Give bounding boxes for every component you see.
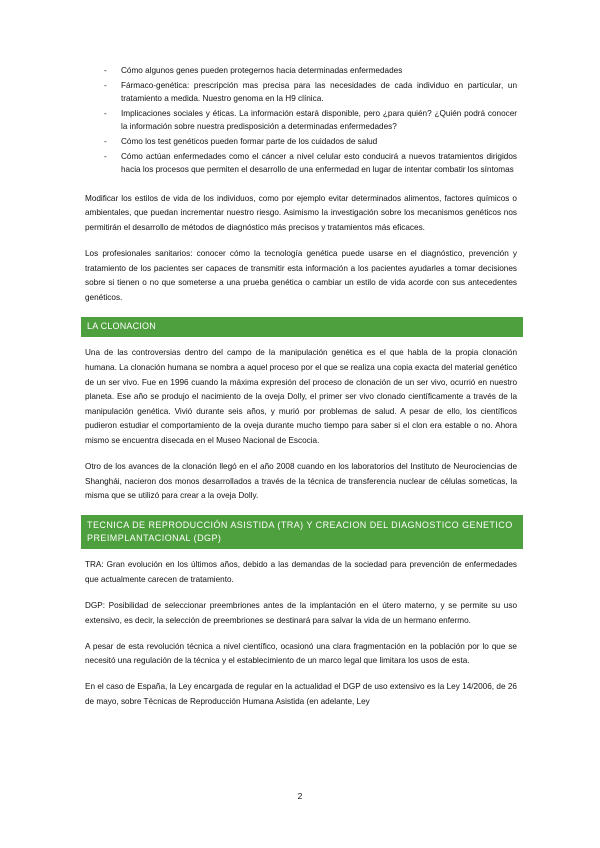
body-paragraph: Otro de los avances de la clonación llegó en el año 2008 cuando en los laboratorios del Instituto de Neurociencias de Shanghái, nacieron dos monos desarrollados a través de la técnica de transferencia nuclear de células someticas, la misma que se utilizó para crear a la oveja Dolly. <box>85 462 517 501</box>
list-item <box>85 107 517 134</box>
list-item <box>85 150 517 177</box>
body-paragraph: TRA: Gran evolución en los últimos años, debido a las demandas de la sociedad para prevención de enfermedades que actualmente carecen de tratamiento. <box>85 560 517 584</box>
intro-paragraph: Modificar los estilos de vida de los individuos, como por ejemplo evitar determinados alimentos, factores químicos o ambientales, que puedan incrementar nuestro riesgo. Asimismo la investigación sobre los mecanismos genéticos nos permitirán el desarrollo de métodos de diagnóstico más precisos y tratamientos más eficaces. <box>85 193 517 232</box>
bullet-dash: - <box>104 66 107 75</box>
bullet-text: Cómo actúan enfermedades como el cáncer a nivel celular esto conducirá a nuevos tratamientos dirigidos hacia los procesos que permiten el desarrollo de una enfermedad en lugar de intentar combatir los síntomas <box>121 151 517 175</box>
bullet-list <box>85 64 517 177</box>
page-number: 2 <box>297 791 303 801</box>
intro-paragraph: Los profesionales sanitarios: conocer cómo la tecnología genética puede usarse en el diagnóstico, prevención y tratamiento de los pacientes ser capaces de transmitir esta información a los pacientes ayudarles a tomar decisiones sobre si tienen o no que someterse a una prueba genética o cambiar un estilo de vida acorde con sus antecedentes genéticos. <box>85 249 517 302</box>
bullet-text: Cómo los test genéticos pueden formar parte de los cuidados de salud <box>121 137 378 147</box>
body-paragraph: A pesar de esta revolución técnica a nivel científico, ocasionó una clara fragmentación en la población por lo que se necesitó una regulación de la técnica y el establecimiento de un marco legal que limitara los usos de esta. <box>85 641 517 666</box>
bullet-text: Implicaciones sociales y éticas. La información estará disponible, pero ¿para quién? ¿Quién podrá conocer la información sobre nuestra predisposición a determinadas enfermedades? <box>121 108 517 132</box>
body-paragraph: En el caso de España, la Ley encargada de regular en la actualidad el DGP de uso extensivo es la Ley 14/2006, de 26 de mayo, sobre Técnicas de Reproducción Humana Asistida (en adelante, Ley <box>85 682 517 706</box>
bullet-dash: - <box>104 108 107 118</box>
document-page <box>85 64 517 721</box>
bullet-dash: - <box>104 80 107 90</box>
section-heading-clonacion: LA CLONACION <box>81 317 523 338</box>
body-paragraph: DGP: Posibilidad de seleccionar preembriones antes de la implantación en el útero materno, y se permite su uso extensivo, es decir, la selección de preembriones se destinará para salvar la vida de un hermano enfermo. <box>85 601 517 625</box>
bullet-dash: - <box>104 151 107 161</box>
bullet-text: Cómo algunos genes pueden protegernos hacia determinadas enfermedades <box>121 66 403 75</box>
bullet-text: Fármaco-genética: prescripción mas precisa para las necesidades de cada individuo en particular, un tratamiento a medida. Nuestro genoma en la H9 clínica. <box>121 80 517 104</box>
list-item <box>85 64 517 78</box>
body-paragraph: Una de las controversias dentro del campo de la manipulación genética es el que habla de la propia clonación humana. La clonación humana se nombra a aquel proceso por el que se realiza una copia exacta del material genético de un ser vivo. Fue en 1996 cuando la máxima expresión del proceso de clonación de un ser vivo, ocurrió en nuestro planeta. Ese año se produjo el nacimiento de la oveja Dolly, el primer ser vivo clonado científicamente a través de la manipulación genética. Vivió durante seis años, y murió por problemas de salud. A pesar de ello, los científicos pudieron estudiar el comportamiento de la oveja durante mucho tiempo para saber si el clon era estable o no. Ahora mismo se encuentra disecada en el Museo Nacional de Escocia. <box>85 348 517 445</box>
list-item <box>85 79 517 106</box>
section-heading-tra-dgp: TECNICA DE REPRODUCCIÓN ASISTIDA (TRA) Y CREACION DEL DIAGNOSTICO GENETICO PREIMPLANTACIONAL (DGP) <box>81 515 523 549</box>
bullet-dash: - <box>104 137 107 147</box>
list-item <box>85 135 517 149</box>
